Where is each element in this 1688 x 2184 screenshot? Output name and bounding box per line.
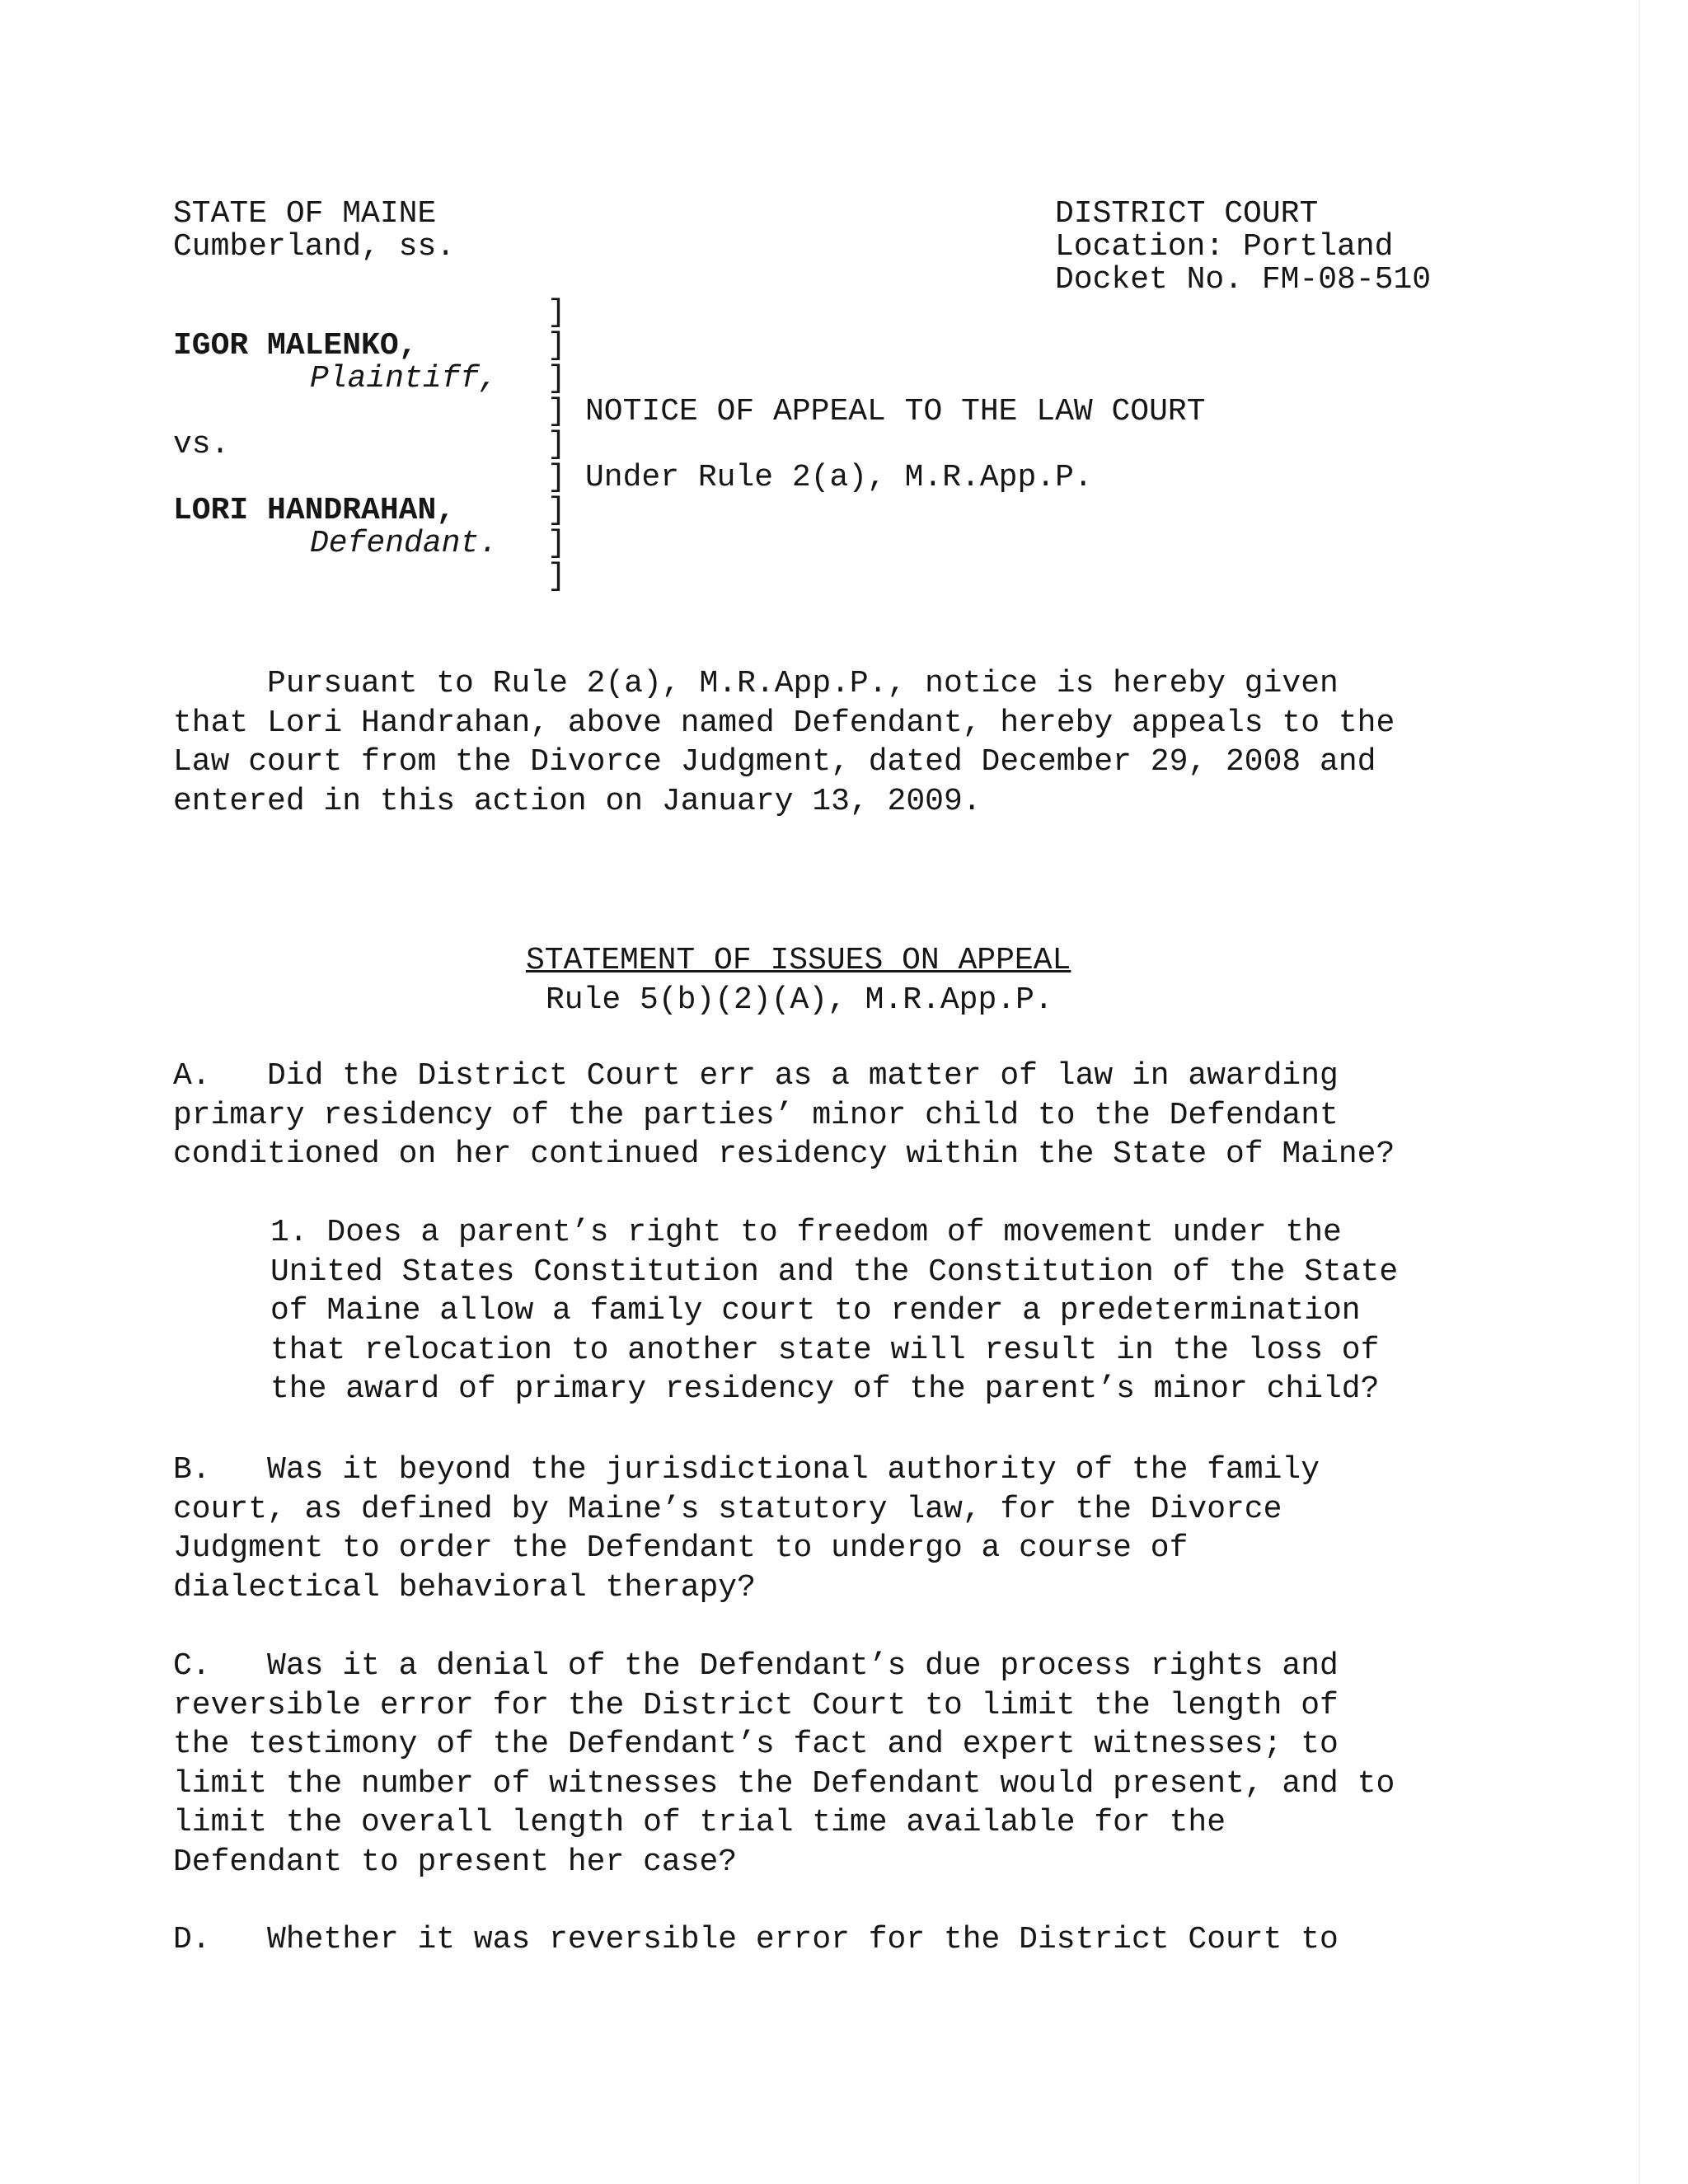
issue-b	[173, 1451, 1475, 1607]
statement-heading: STATEMENT OF ISSUES ON APPEAL	[526, 943, 1071, 978]
docket-number: Docket No. FM-08-510	[1055, 262, 1432, 298]
issue-a1-line: 1. Does a parent’s right to freedom of movement under the	[270, 1215, 1342, 1250]
defendant-role: Defendant.	[310, 526, 499, 561]
issue-a-line: conditioned on her continued residency within the State of Maine?	[173, 1137, 1395, 1172]
caption-bracket: ]	[547, 493, 566, 528]
issue-a-line: A. Did the District Court err as a matter of law in awarding	[173, 1058, 1339, 1094]
plaintiff-name: IGOR MALENKO,	[173, 328, 418, 363]
issue-b-line: B. Was it beyond the jurisdictional authority of the family	[173, 1452, 1320, 1488]
issue-c-line: the testimony of the Defendant’s fact and expert witnesses; to	[173, 1727, 1339, 1762]
intro-line: entered in this action on January 13, 2009.	[173, 783, 982, 819]
issue-a1-line: the award of primary residency of the parent’s minor child?	[270, 1371, 1380, 1407]
issue-a1	[270, 1213, 1474, 1409]
county: Cumberland, ss.	[173, 229, 456, 265]
caption-bracket: ]	[547, 295, 566, 330]
caption-bracket: ]	[547, 526, 566, 561]
defendant-name: LORI HANDRAHAN,	[173, 493, 456, 528]
issue-c-line: limit the number of witnesses the Defendant would present, and to	[173, 1765, 1395, 1802]
caption-bracket: ]	[547, 328, 566, 363]
statement-subheading: Rule 5(b)(2)(A), M.R.App.P.	[546, 982, 1053, 1018]
issue-b-line: court, as defined by Maine’s statutory law, for the Divorce	[173, 1491, 1282, 1527]
scan-edge-shadow	[1639, 0, 1640, 2184]
court-location: Location: Portland	[1055, 229, 1394, 265]
issue-c-line: Defendant to present her case?	[173, 1844, 738, 1880]
versus: vs.	[173, 427, 230, 462]
issue-c-line: reversible error for the District Court to limit the length of	[173, 1687, 1339, 1723]
document-title: NOTICE OF APPEAL TO THE LAW COURT	[585, 394, 1206, 429]
issue-d-line: D. Whether it was reversible error for the District Court to	[173, 1922, 1339, 1957]
issue-c-line: C. Was it a denial of the Defendant’s due process rights and	[173, 1648, 1339, 1684]
issue-c	[173, 1647, 1475, 1882]
caption-bracket: ]	[547, 394, 566, 429]
issue-a1-line: that relocation to another state will result in the loss of	[270, 1332, 1380, 1368]
issue-c-line: limit the overall length of trial time available for the	[173, 1805, 1226, 1840]
issue-a1-line: of Maine allow a family court to render a predetermination	[270, 1293, 1361, 1329]
issue-b-line: Judgment to order the Defendant to undergo a course of	[173, 1530, 1189, 1566]
document-rule: Under Rule 2(a), M.R.App.P.	[585, 460, 1093, 495]
state-name: STATE OF MAINE	[173, 196, 437, 232]
issue-a1-line: United States Constitution and the Constitution of the State	[270, 1254, 1399, 1290]
intro-line: Pursuant to Rule 2(a), M.R.App.P., notice is hereby given	[173, 666, 1339, 701]
issue-a-line: primary residency of the parties’ minor child to the Defendant	[173, 1097, 1339, 1133]
issue-b-line: dialectical behavioral therapy?	[173, 1569, 756, 1605]
intro-line: Law court from the Divorce Judgment, dated December 29, 2008 and	[173, 744, 1376, 780]
intro-line: that Lori Handrahan, above named Defendant, hereby appeals to the	[173, 705, 1395, 741]
plaintiff-role: Plaintiff,	[310, 361, 499, 396]
issue-d	[173, 1920, 1475, 1960]
caption-bracket: ]	[547, 361, 566, 396]
intro-paragraph	[173, 664, 1475, 821]
caption-bracket: ]	[547, 460, 566, 495]
court-name: DISTRICT COURT	[1055, 196, 1319, 232]
caption-bracket: ]	[547, 559, 566, 594]
caption-bracket: ]	[547, 427, 566, 462]
issue-a	[173, 1057, 1475, 1174]
